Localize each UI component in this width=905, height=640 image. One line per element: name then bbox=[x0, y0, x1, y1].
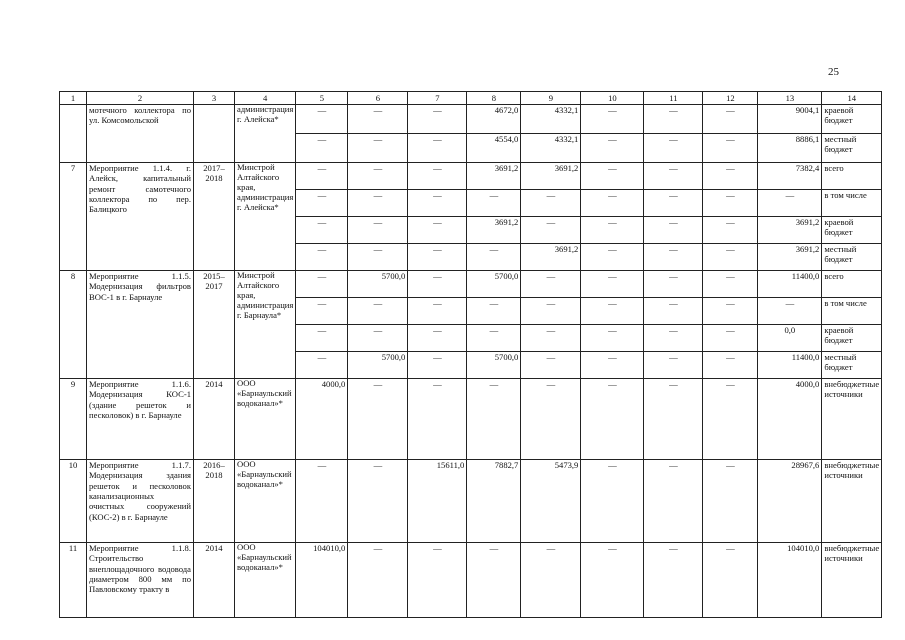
cell-value: 4554,0 bbox=[467, 134, 521, 163]
cell-value: — bbox=[703, 244, 758, 271]
cell-value: — bbox=[703, 163, 758, 190]
cell-value: — bbox=[581, 352, 644, 379]
measure-name: Мероприятие 1.1.6. Модернизация КОС-1 (здание решеток и песколовок) в г. Барнауле bbox=[87, 379, 194, 460]
cell-value: 5473,9 bbox=[521, 460, 581, 543]
cell-value: — bbox=[644, 190, 703, 217]
cell-value: 5700,0 bbox=[348, 352, 408, 379]
page-number: 25 bbox=[828, 66, 839, 78]
header-cell: 4 bbox=[235, 92, 296, 105]
cell-total: 11400,0 bbox=[758, 352, 822, 379]
cell-value: — bbox=[703, 379, 758, 460]
cell-value: — bbox=[348, 134, 408, 163]
cell-value: — bbox=[703, 105, 758, 134]
cell-value: — bbox=[581, 217, 644, 244]
cell-value: — bbox=[348, 460, 408, 543]
funding-source: внебюджетные источники bbox=[822, 379, 882, 460]
period: 2017–2018 bbox=[194, 163, 235, 271]
cell-value: — bbox=[521, 298, 581, 325]
cell-value: — bbox=[644, 105, 703, 134]
cell-value: — bbox=[521, 352, 581, 379]
cell-value: — bbox=[296, 460, 348, 543]
cell-value: 7882,7 bbox=[467, 460, 521, 543]
cell-total: 9004,1 bbox=[758, 105, 822, 134]
header-cell: 3 bbox=[194, 92, 235, 105]
cell-value: — bbox=[348, 325, 408, 352]
cell-value: — bbox=[581, 244, 644, 271]
funding-source: местный бюджет bbox=[822, 352, 882, 379]
funding-source: краевой бюджет bbox=[822, 217, 882, 244]
cell-value: — bbox=[296, 352, 348, 379]
period: 2016–2018 bbox=[194, 460, 235, 543]
cell-value: — bbox=[703, 190, 758, 217]
cell-value: 4672,0 bbox=[467, 105, 521, 134]
table-row bbox=[60, 460, 882, 543]
cell-value: — bbox=[644, 217, 703, 244]
funding-source: в том числе bbox=[822, 298, 882, 325]
cell-value: — bbox=[348, 543, 408, 618]
cell-value: — bbox=[467, 298, 521, 325]
cell-total: 104010,0 bbox=[758, 543, 822, 618]
measure-name: мотечного коллектора по ул. Комсомольской bbox=[87, 105, 194, 163]
header-cell: 6 bbox=[348, 92, 408, 105]
table-row bbox=[60, 163, 882, 190]
cell-value: — bbox=[408, 298, 467, 325]
cell-value: — bbox=[581, 379, 644, 460]
cell-value: — bbox=[348, 379, 408, 460]
cell-value: — bbox=[408, 325, 467, 352]
cell-value: — bbox=[521, 217, 581, 244]
cell-value: — bbox=[644, 134, 703, 163]
cell-value: — bbox=[467, 543, 521, 618]
cell-value: 104010,0 bbox=[296, 543, 348, 618]
cell-value: — bbox=[644, 379, 703, 460]
header-cell: 8 bbox=[467, 92, 521, 105]
cell-value: 5700,0 bbox=[467, 271, 521, 298]
cell-value: — bbox=[703, 134, 758, 163]
cell-value: — bbox=[408, 244, 467, 271]
cell-value: — bbox=[408, 163, 467, 190]
cell-value: — bbox=[467, 325, 521, 352]
cell-total: 7382,4 bbox=[758, 163, 822, 190]
row-number: 7 bbox=[60, 163, 87, 271]
header-cell: 10 bbox=[581, 92, 644, 105]
executor: ООО «Барнаульский водоканал»* bbox=[235, 543, 296, 618]
cell-value: — bbox=[521, 379, 581, 460]
row-number: 10 bbox=[60, 460, 87, 543]
period: 2014 bbox=[194, 379, 235, 460]
cell-value: 3691,2 bbox=[467, 163, 521, 190]
table-row bbox=[60, 271, 882, 298]
header-cell: 9 bbox=[521, 92, 581, 105]
header-cell: 1 bbox=[60, 92, 87, 105]
cell-value: 3691,2 bbox=[467, 217, 521, 244]
executor: Минстрой Алтайского края, администрация г. Алейска* bbox=[235, 163, 296, 271]
measure-name: Мероприятие 1.1.8. Строительство внеплощадочного водовода диаметром 800 мм по Павловскому тракту в bbox=[87, 543, 194, 618]
cell-value: — bbox=[581, 543, 644, 618]
cell-value: — bbox=[703, 271, 758, 298]
header-cell: 5 bbox=[296, 92, 348, 105]
measure-name: Мероприятие 1.1.4. г. Алейск, капитальный ремонт самотечного коллектора по пер. Балицкого bbox=[87, 163, 194, 271]
cell-value: — bbox=[581, 298, 644, 325]
cell-value: — bbox=[581, 190, 644, 217]
cell-total: 8886,1 bbox=[758, 134, 822, 163]
cell-value: — bbox=[467, 379, 521, 460]
cell-total: 3691,2 bbox=[758, 244, 822, 271]
cell-value: 4332,1 bbox=[521, 105, 581, 134]
funding-source: краевой бюджет bbox=[822, 105, 882, 134]
cell-value: — bbox=[408, 352, 467, 379]
row-number: 8 bbox=[60, 271, 87, 379]
table-row bbox=[60, 105, 882, 134]
cell-total: 11400,0 bbox=[758, 271, 822, 298]
funding-source: краевой бюджет bbox=[822, 325, 882, 352]
cell-value: — bbox=[348, 217, 408, 244]
cell-value: 4332,1 bbox=[521, 134, 581, 163]
table-row bbox=[60, 543, 882, 618]
cell-value: — bbox=[348, 105, 408, 134]
cell-value: — bbox=[703, 217, 758, 244]
row-number bbox=[60, 105, 87, 163]
row-number: 11 bbox=[60, 543, 87, 618]
cell-value: — bbox=[296, 298, 348, 325]
cell-value: — bbox=[703, 460, 758, 543]
measure-name: Мероприятие 1.1.5. Модернизация фильтров ВОС-1 в г. Барнауле bbox=[87, 271, 194, 379]
cell-value: 3691,2 bbox=[521, 244, 581, 271]
cell-value: — bbox=[296, 105, 348, 134]
header-cell: 12 bbox=[703, 92, 758, 105]
table-row bbox=[60, 379, 882, 460]
cell-value: — bbox=[703, 352, 758, 379]
funding-source: внебюджетные источники bbox=[822, 543, 882, 618]
cell-total: 3691,2 bbox=[758, 217, 822, 244]
cell-value: — bbox=[644, 271, 703, 298]
cell-value: — bbox=[644, 543, 703, 618]
cell-value: — bbox=[296, 244, 348, 271]
cell-value: — bbox=[521, 271, 581, 298]
header-cell: 14 bbox=[822, 92, 882, 105]
cell-value: — bbox=[296, 325, 348, 352]
executor: ООО «Барнаульский водоканал»* bbox=[235, 379, 296, 460]
cell-value: — bbox=[644, 244, 703, 271]
row-number: 9 bbox=[60, 379, 87, 460]
executor: администрация г. Алейска* bbox=[235, 105, 296, 163]
funding-source: местный бюджет bbox=[822, 244, 882, 271]
cell-total: — bbox=[758, 298, 822, 325]
cell-total: — bbox=[758, 190, 822, 217]
cell-value: — bbox=[581, 271, 644, 298]
executor: ООО «Барнаульский водоканал»* bbox=[235, 460, 296, 543]
cell-value: — bbox=[348, 244, 408, 271]
funding-source: в том числе bbox=[822, 190, 882, 217]
funding-source: всего bbox=[822, 271, 882, 298]
cell-value: — bbox=[644, 460, 703, 543]
header-cell: 2 bbox=[87, 92, 194, 105]
cell-value: — bbox=[581, 105, 644, 134]
cell-value: — bbox=[408, 134, 467, 163]
period: 2015–2017 bbox=[194, 271, 235, 379]
header-cell: 13 bbox=[758, 92, 822, 105]
cell-value: 5700,0 bbox=[467, 352, 521, 379]
cell-value: — bbox=[581, 163, 644, 190]
cell-value: — bbox=[521, 190, 581, 217]
cell-value: — bbox=[408, 105, 467, 134]
period bbox=[194, 105, 235, 163]
cell-value: — bbox=[703, 325, 758, 352]
cell-value: — bbox=[644, 163, 703, 190]
funding-source: всего bbox=[822, 163, 882, 190]
measure-name: Мероприятие 1.1.7. Модернизация здания решеток и песколовок канализационных очистных сооружений (КОС-2) в г. Барнауле bbox=[87, 460, 194, 543]
cell-value: — bbox=[581, 325, 644, 352]
cell-value: — bbox=[296, 217, 348, 244]
cell-value: — bbox=[581, 134, 644, 163]
cell-value: — bbox=[296, 271, 348, 298]
cell-value: — bbox=[644, 325, 703, 352]
cell-value: — bbox=[703, 298, 758, 325]
cell-value: — bbox=[581, 460, 644, 543]
cell-total: 0,0 bbox=[758, 325, 822, 352]
cell-value: — bbox=[521, 325, 581, 352]
table-header-row bbox=[60, 92, 882, 105]
period: 2014 bbox=[194, 543, 235, 618]
cell-value: 5700,0 bbox=[348, 271, 408, 298]
cell-value: — bbox=[408, 217, 467, 244]
cell-total: 4000,0 bbox=[758, 379, 822, 460]
executor: Минстрой Алтайского края, администрация г. Барнаула* bbox=[235, 271, 296, 379]
cell-value: — bbox=[348, 298, 408, 325]
cell-value: — bbox=[521, 543, 581, 618]
cell-value: — bbox=[644, 352, 703, 379]
funding-source: местный бюджет bbox=[822, 134, 882, 163]
cell-value: — bbox=[408, 190, 467, 217]
funding-source: внебюджетные источники bbox=[822, 460, 882, 543]
cell-value: — bbox=[703, 543, 758, 618]
header-cell: 7 bbox=[408, 92, 467, 105]
header-cell: 11 bbox=[644, 92, 703, 105]
cell-value: 3691,2 bbox=[521, 163, 581, 190]
budget-table bbox=[59, 91, 882, 618]
cell-value: — bbox=[348, 190, 408, 217]
cell-value: — bbox=[644, 298, 703, 325]
cell-value: — bbox=[296, 163, 348, 190]
cell-total: 28967,6 bbox=[758, 460, 822, 543]
cell-value: — bbox=[408, 543, 467, 618]
cell-value: — bbox=[348, 163, 408, 190]
cell-value: 4000,0 bbox=[296, 379, 348, 460]
cell-value: — bbox=[467, 190, 521, 217]
cell-value: — bbox=[408, 379, 467, 460]
cell-value: — bbox=[296, 134, 348, 163]
cell-value: 15611,0 bbox=[408, 460, 467, 543]
cell-value: — bbox=[467, 244, 521, 271]
cell-value: — bbox=[296, 190, 348, 217]
cell-value: — bbox=[408, 271, 467, 298]
